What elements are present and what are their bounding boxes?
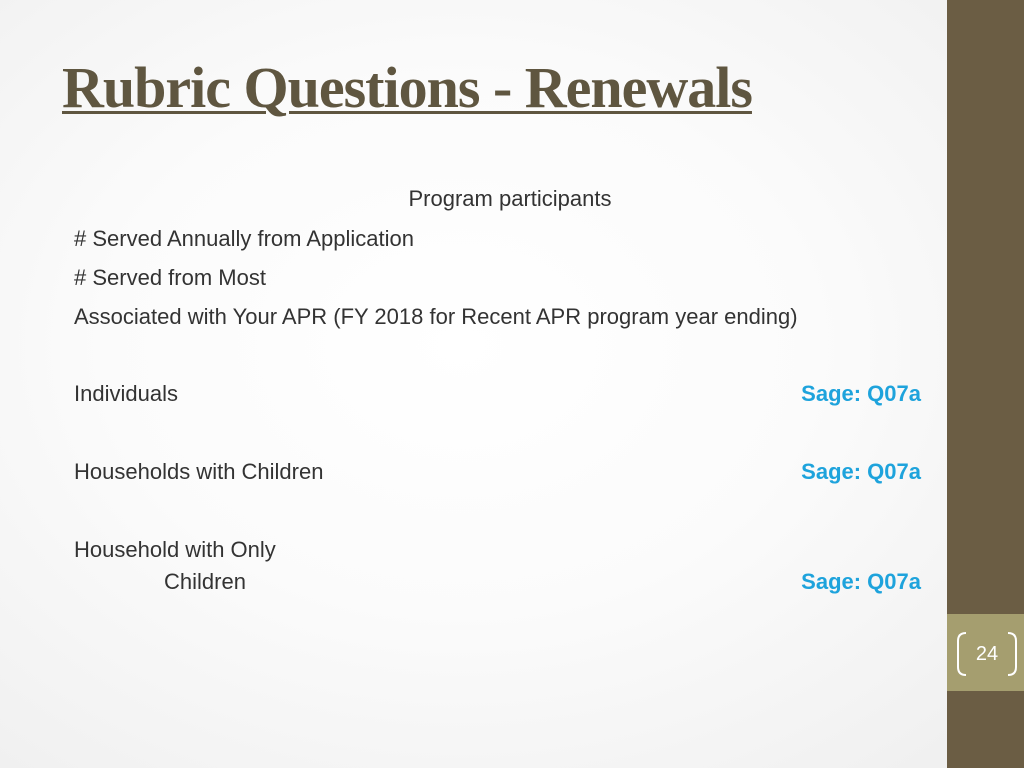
slide-title: Rubric Questions - Renewals [62, 55, 752, 120]
section-heading: Program participants [408, 186, 612, 211]
row-label-household-only-children: Household with Only [74, 537, 276, 562]
row-reference-individuals: Sage: Q07a [801, 381, 921, 406]
body-line: Associated with Your APR (FY 2018 for Recent APR program year ending) [74, 304, 798, 329]
row-label-individuals: Individuals [74, 381, 178, 406]
body-line: # Served Annually from Application [74, 226, 414, 251]
body-line: # Served from Most [74, 265, 266, 290]
row-reference-households-with-children: Sage: Q07a [801, 459, 921, 484]
row-label-household-only-children-continued: Children [164, 569, 246, 594]
page-number: 24 [975, 643, 999, 665]
row-reference-household-only-children: Sage: Q07a [801, 569, 921, 594]
row-label-households-with-children: Households with Children [74, 459, 324, 484]
